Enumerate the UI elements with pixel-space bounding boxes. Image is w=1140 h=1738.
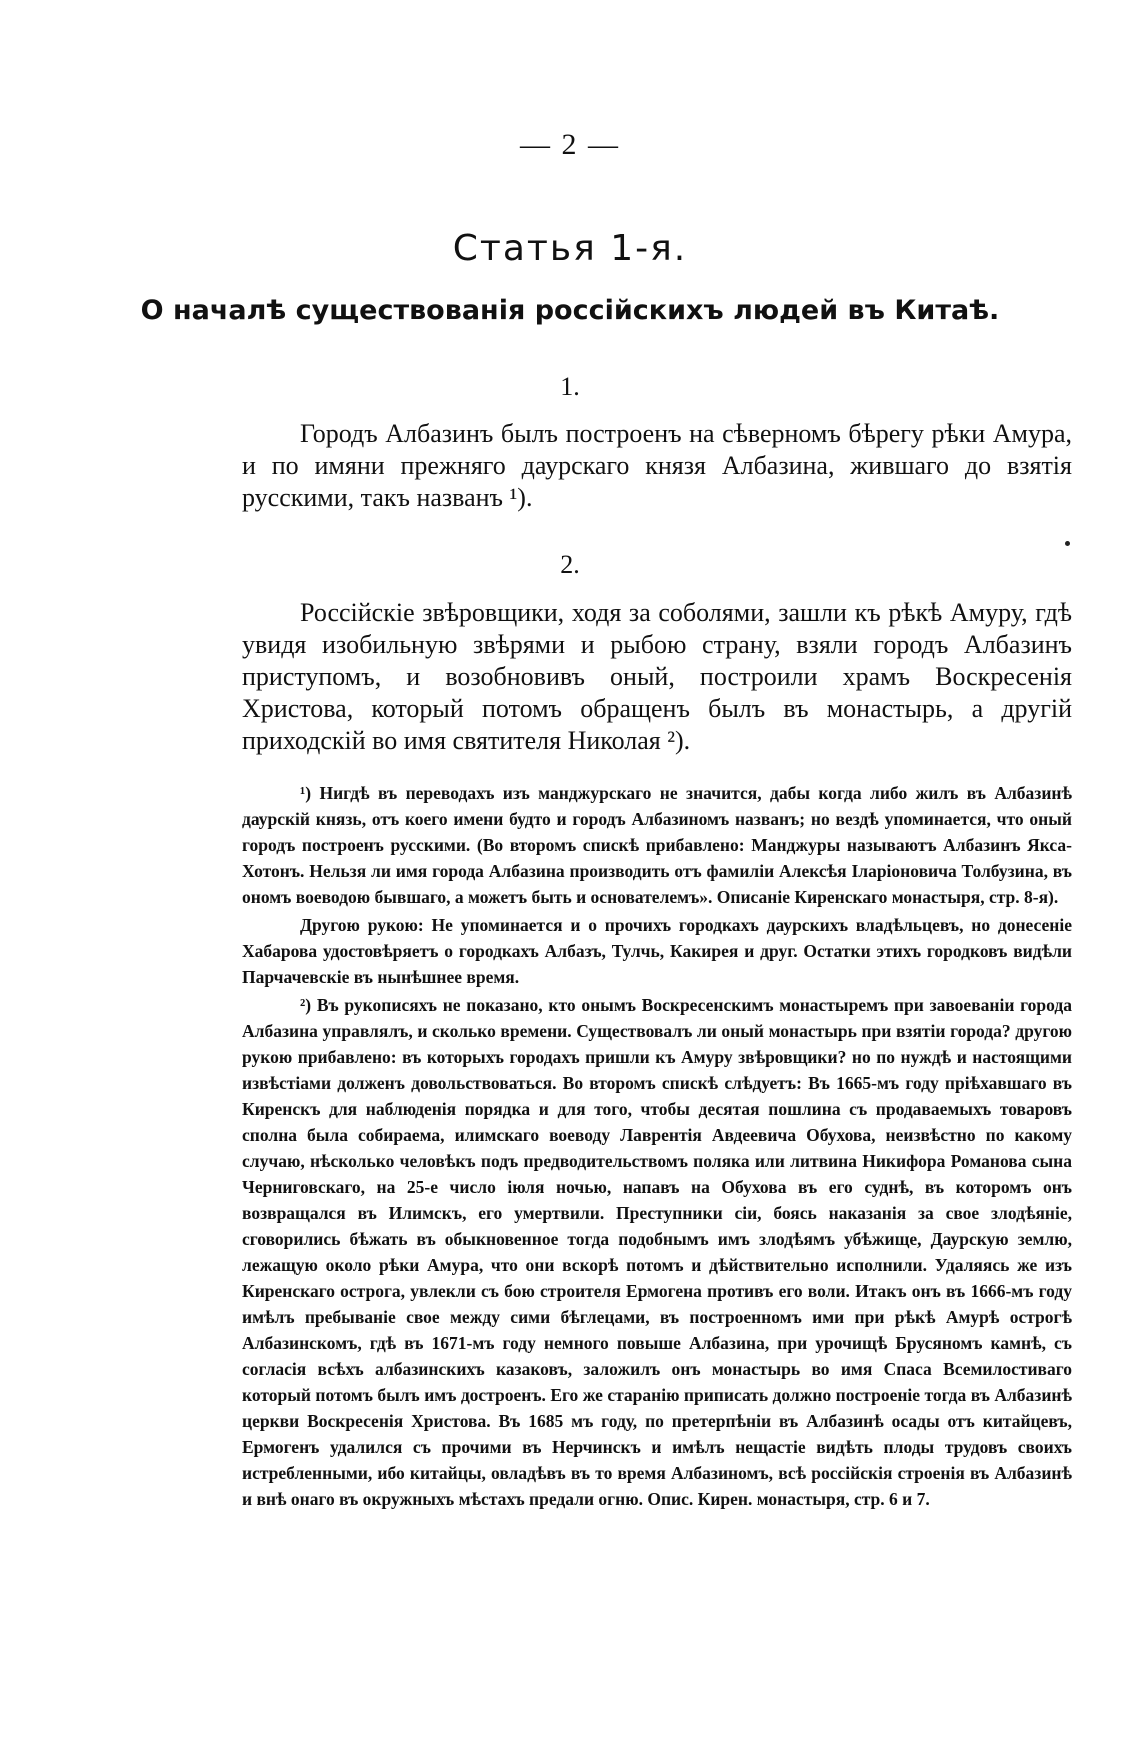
section-text-2: Россійскіе звѣровщики, ходя за соболями, зашли къ рѣкѣ Амуру, гдѣ увидя изобильную звѣрями и рыбою страну, взяли городъ Албазинъ приступомъ, и возобновивъ оный, построили храмъ Воскресенія Христова, который потомъ обращенъ былъ въ монастырь, а другій приходскій во имя святителя Николая ²). [242, 598, 1072, 755]
page-number: — 2 — [520, 128, 620, 161]
footnote-marker: ²) [300, 995, 312, 1015]
article-subtitle: О началѣ существованія россійскихъ людей въ Китаѣ. [140, 295, 1000, 326]
section-text-1: Городъ Албазинъ былъ построенъ на сѣверномъ бѣрегу рѣки Амура, и по имяни прежняго даурскаго князя Албазина, жившаго до взятія русскими, такъ названъ ¹). [242, 419, 1072, 512]
footnotes [242, 780, 1072, 1514]
stray-dot [1065, 541, 1070, 546]
footnote-text: Другою рукою: Не упоминается и о прочихъ городкахъ даурскихъ владѣльцевъ, но донесеніе Хабарова удостовѣряетъ о городкахъ Албазъ, Тулчь, Какирея и друг. Остатки этихъ городковъ видѣли Парчачевскіе въ нынѣшнее время. [242, 915, 1072, 987]
footnote-2 [242, 992, 1072, 1512]
footnote-1 [242, 780, 1072, 910]
section-number-2: 2. [560, 550, 580, 579]
footnote-text: Нигдѣ въ переводахъ изъ манджурскаго не значится, дабы когда либо жилъ въ Албазинѣ даурскій князь, отъ коего имени будто и городъ Албазиномъ названъ; но вездѣ упоминается, что оный городъ построенъ русскими. (Во второмъ спискѣ прибавлено: Манджуры называютъ Албазинъ Якса-Хотонъ. Нельзя ли имя города Албазина производить отъ фамиліи Алексѣя Іларіоновича Толбузина, въ ономъ воеводою бывшаго, а можетъ быть и основателемъ». Описаніе Киренскаго монастыря, стр. 8-я). [242, 783, 1073, 907]
article-title: Статья 1-я. [452, 228, 688, 269]
footnote-marker: ¹) [300, 783, 312, 803]
footnote-text: Въ рукописяхъ не показано, кто онымъ Воскресенскимъ монастыремъ при завоеваніи города Албазина управлялъ, и сколько времени. Существовалъ ли оный монастырь при взятіи города? другою рукою прибавлено: въ которыхъ городахъ пришли къ Амуру звѣровщики? но по нуждѣ и настоящими извѣстіами долженъ довольствоваться. Во второмъ спискѣ слѣдуетъ: Въ 1665-мъ году пріѣхавшаго въ Киренскъ для наблюденія порядка и для того, чтобы десятая пошлина съ продаваемыхъ товаровъ сполна была собираема, илимскаго воеводу Лаврентія Авдеевича Обухова, неизвѣстно по какому случаю, нѣсколько человѣкъ подъ предводительствомъ поляка или литвина Никифора Романова сына Черниговскаго, на 25-е число іюля ночью, напавъ на Обухова въ его суднѣ, въ которомъ онъ возвращался въ Илимскъ, его умертвили. Преступники сіи, боясь наказанія за свое злодѣяніе, сговорились бѣжать въ обыкновенное тогда подобнымъ имъ злодѣямъ убѣжище, Даурскую землю, лежащую около рѣки Амура, что они вскорѣ потомъ и дѣйствительно исполнили. Удаляясь же изъ Киренскаго острога, увлекли съ бою строителя Ермогена противъ его воли. Итакъ онъ въ 1666-мъ году имѣлъ пребываніе свое между сими бѣглецами, въ построенномъ ими при рѣкѣ Амурѣ острогѣ Албазинскомъ, гдѣ въ 1671-мъ году немного повыше Албазина, при урочищѣ Брусяномъ камнѣ, съ согласія всѣхъ албазинскихъ казаковъ, заложилъ онъ монастырь во имя Спаса Всемилостиваго который потомъ былъ имъ достроенъ. Его же старанію приписать должно построеніе тогда въ Албазинѣ церкви Воскресенія Христова. Въ 1685 мъ году, по претерпѣніи въ Албазинѣ осады отъ китайцевъ, Ермогенъ удалился съ прочими въ Нерчинскъ и имѣлъ нещастіе видѣть плоды трудовъ своихъ истребленными, ибо китайцы, овладѣвъ въ то время Албазиномъ, всѣ россійскія строенія въ Албазинѣ и внѣ онаго въ окружныхъ мѣстахъ предали огню. Опис. Кирен. монастыря, стр. 6 и 7. [242, 995, 1073, 1509]
footnote-1-addition [242, 912, 1072, 990]
section-number-1: 1. [560, 372, 580, 401]
